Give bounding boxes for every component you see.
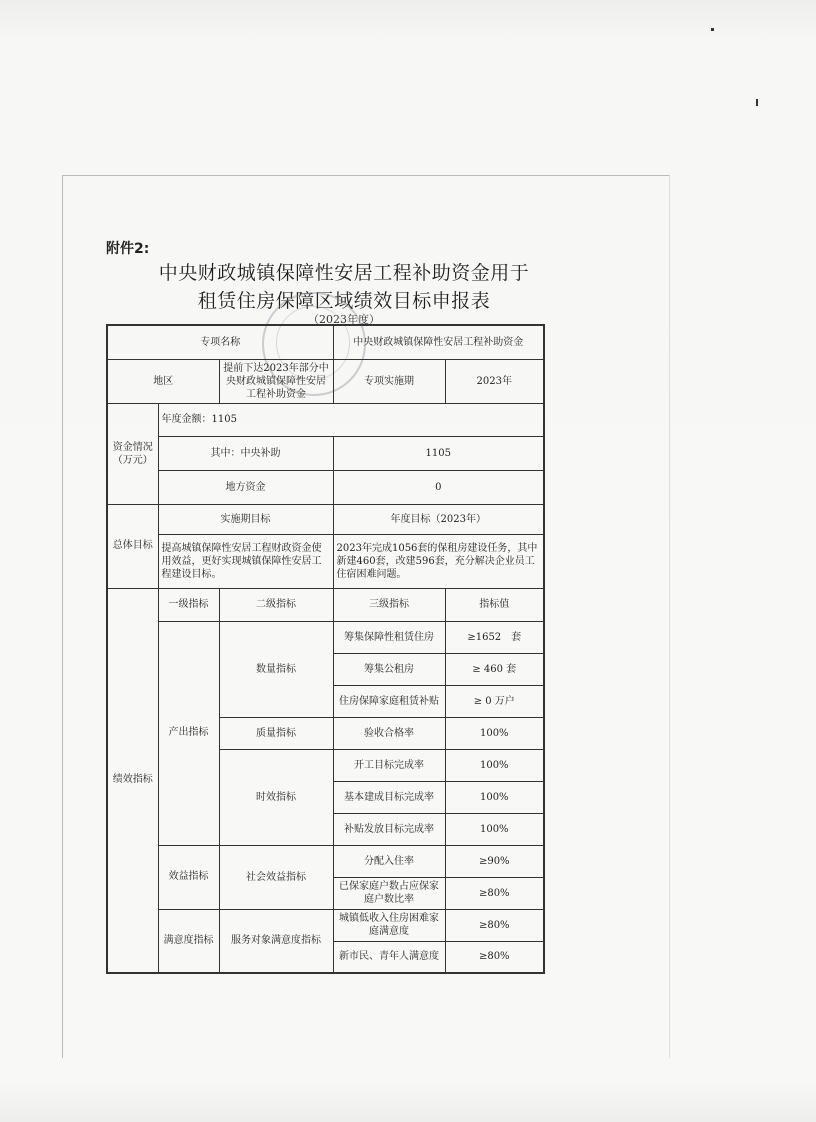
annual-goal-header: 年度目标（2023年）: [333, 504, 544, 534]
document-title-line1: 中央财政城镇保障性安居工程补助资金用于: [158, 262, 530, 284]
indicator-value: ≥1652 套: [445, 621, 544, 653]
value-header: 指标值: [445, 588, 544, 621]
scan-speck: [756, 99, 758, 106]
indicator-value: 100%: [445, 813, 544, 845]
benefit-indicator-label: 效益指标: [158, 845, 219, 909]
project-name-label: 专项名称: [107, 325, 333, 359]
indicator-name: 验收合格率: [333, 717, 445, 749]
level1-header: 一级指标: [158, 588, 219, 621]
service-satisfaction-label: 服务对象满意度指标: [219, 909, 333, 973]
indicator-name: 筹集保障性租赁住房: [333, 621, 445, 653]
indicator-value: 100%: [445, 749, 544, 781]
indicator-name: 已保家庭户数占应保家庭户数比率: [333, 877, 445, 909]
indicator-name: 城镇低收入住房困难家庭满意度: [333, 909, 445, 941]
impl-goal-header: 实施期目标: [158, 504, 333, 534]
overall-goal-label: 总体目标: [107, 504, 158, 588]
indicator-name: 分配入住率: [333, 845, 445, 877]
region-label: 地区: [107, 359, 219, 403]
performance-target-table: [106, 324, 545, 974]
funds-label: 资金情况（万元）: [107, 403, 158, 504]
document-title-line2: 租赁住房保障区域绩效目标申报表: [197, 290, 491, 312]
attachment-label: 附件2:: [106, 241, 150, 257]
impl-goal-text: 提高城镇保障性安居工程财政资金使用效益，更好实现城镇保障性安居工程建设目标。: [158, 534, 333, 588]
region-value: 提前下达2023年部分中央财政城镇保障性安居工程补助资金: [219, 359, 333, 403]
quantity-indicator-label: 数量指标: [219, 621, 333, 717]
level3-header: 三级指标: [333, 588, 445, 621]
social-benefit-label: 社会效益指标: [219, 845, 333, 909]
indicator-name: 新市民、青年人满意度: [333, 941, 445, 973]
indicator-name: 基本建成目标完成率: [333, 781, 445, 813]
period-value: 2023年: [445, 359, 544, 403]
indicator-name: 补贴发放目标完成率: [333, 813, 445, 845]
annual-amount: 年度金额：1105: [158, 403, 544, 436]
scan-speck: [711, 28, 714, 31]
indicator-value: ≥80%: [445, 941, 544, 973]
indicator-name: 住房保障家庭租赁补贴: [333, 685, 445, 717]
local-funds-value: 0: [333, 470, 544, 504]
indicator-name: 筹集公租房: [333, 653, 445, 685]
indicator-value: ≥80%: [445, 909, 544, 941]
period-label: 专项实施期: [333, 359, 445, 403]
quality-indicator-label: 质量指标: [219, 717, 333, 749]
central-subsidy-label: 其中：中央补助: [158, 436, 333, 470]
level2-header: 二级指标: [219, 588, 333, 621]
indicator-value: ≥90%: [445, 845, 544, 877]
indicator-value: 100%: [445, 781, 544, 813]
satisfaction-indicator-label: 满意度指标: [158, 909, 219, 973]
year-label: （2023年度）: [308, 313, 380, 326]
indicator-name: 开工目标完成率: [333, 749, 445, 781]
central-subsidy-value: 1105: [333, 436, 544, 470]
project-name-value: 中央财政城镇保障性安居工程补助资金: [333, 325, 544, 359]
indicator-value: ≥ 0 万户: [445, 685, 544, 717]
local-funds-label: 地方资金: [158, 470, 333, 504]
annual-goal-text: 2023年完成1056套的保租房建设任务，其中新建460套，改建596套，充分解决企业员工住宿困难问题。: [333, 534, 544, 588]
performance-indicator-label: 绩效指标: [107, 588, 158, 973]
indicator-value: ≥ 460 套: [445, 653, 544, 685]
indicator-value: 100%: [445, 717, 544, 749]
indicator-value: ≥80%: [445, 877, 544, 909]
timeliness-indicator-label: 时效指标: [219, 749, 333, 845]
output-indicator-label: 产出指标: [158, 621, 219, 845]
